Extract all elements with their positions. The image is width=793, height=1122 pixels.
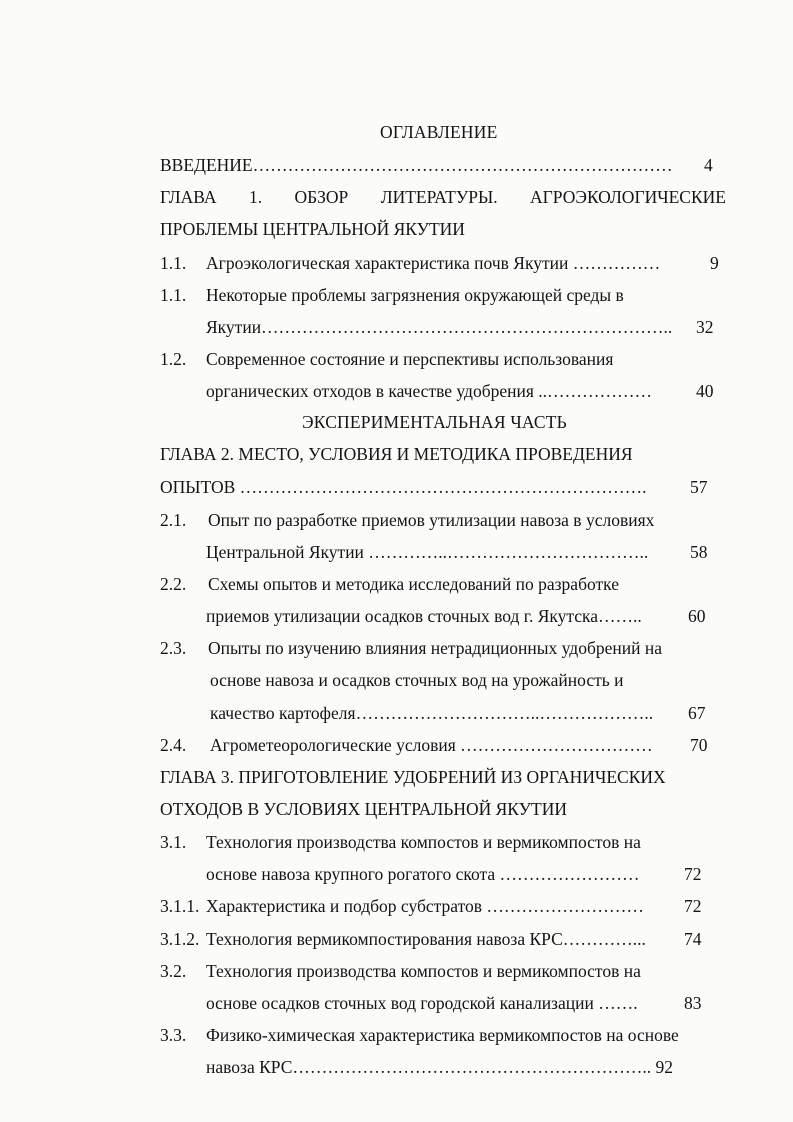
page-number: 83 (684, 993, 702, 1013)
chapter3-heading: ГЛАВА 3. ПРИГОТОВЛЕНИЕ УДОБРЕНИЙ ИЗ ОРГАНИЧЕСКИХ (160, 767, 666, 787)
chapter2-heading: ГЛАВА 2. МЕСТО, УСЛОВИЯ И МЕТОДИКА ПРОВЕДЕНИЯ (160, 444, 633, 464)
chapter1-heading-line2: ПРОБЛЕМЫ ЦЕНТРАЛЬНОЙ ЯКУТИИ (160, 219, 465, 239)
section-title: Опыт по разработке приемов утилизации навоза в условиях (208, 510, 655, 530)
section-title: Некоторые проблемы загрязнения окружающей среды в (206, 285, 624, 305)
word: ГЛАВА (160, 187, 217, 207)
toc-title: ОГЛАВЛЕНИЕ (380, 122, 498, 142)
section-number: 3.1.2. (160, 929, 200, 949)
section-title: Технология вермикомпостирования навоза КРС…………... (206, 929, 646, 949)
section-title: Схемы опытов и методика исследований по разработке (208, 574, 619, 594)
page-number: 67 (688, 703, 706, 723)
section-title: Характеристика и подбор субстратов ……………………… (206, 896, 644, 916)
word: АГРОЭКОЛОГИЧЕСКИЕ (530, 187, 726, 207)
section-title-line2: приемов утилизации осадков сточных вод г. Якутска…….. (206, 606, 642, 626)
entry-text: ВВЕДЕНИЕ……………………………………………………………… (160, 155, 673, 175)
section-number: 2.3. (160, 638, 187, 658)
section-title: Современное состояние и перспективы использования (206, 349, 614, 369)
section-title-line2: Якутии…………………………………………………………….. (206, 317, 673, 337)
section-number: 3.2. (160, 961, 187, 981)
page-number: 72 (684, 896, 702, 916)
section-number: 2.1. (160, 510, 187, 530)
section-number: 3.3. (160, 1025, 187, 1045)
section-title-line2: органических отходов в качестве удобрения ..……………… (206, 381, 653, 401)
chapter3-heading-line2: ОТХОДОВ В УСЛОВИЯХ ЦЕНТРАЛЬНОЙ ЯКУТИИ (160, 799, 567, 819)
page-number: 9 (710, 253, 719, 273)
chapter1-heading (160, 186, 726, 208)
section-number: 1.1. (160, 253, 187, 273)
section-title-line2: Центральной Якутии …………..…………………………….. (206, 542, 649, 562)
section-number: 2.2. (160, 574, 187, 594)
section-title: Технология производства компостов и вермикомпостов на (206, 961, 641, 981)
page-number: 70 (690, 735, 708, 755)
section-number: 1.1. (160, 285, 187, 305)
page-number: 4 (704, 155, 713, 175)
toc-entry-intro (160, 154, 673, 176)
chapter2-heading-line2: ОПЫТОВ ……………………………………………………………. (160, 477, 647, 497)
section-number: 1.2. (160, 349, 187, 369)
page-number: 60 (688, 606, 706, 626)
word: ЛИТЕРАТУРЫ. (380, 187, 498, 207)
page-number: 57 (690, 477, 708, 497)
page-number: 58 (690, 542, 708, 562)
section-number: 3.1.1. (160, 896, 200, 916)
page-number: 74 (684, 929, 702, 949)
page-number: 40 (696, 381, 714, 401)
section-title-line3: качество картофеля…………………………..……………….. (210, 703, 654, 723)
part-heading: ЭКСПЕРИМЕНТАЛЬНАЯ ЧАСТЬ (302, 412, 567, 432)
section-title: Технология производства компостов и вермикомпостов на (206, 832, 641, 852)
section-title-line2: навоза КРС…………………………………………………….. 92 (206, 1057, 673, 1077)
section-title: Агрометеорологические условия …………………………… (210, 735, 653, 755)
section-title-line2: основе навоза крупного рогатого скота …………………… (206, 864, 640, 884)
word: ОБЗОР (294, 187, 349, 207)
page-number: 72 (684, 864, 702, 884)
section-title: Опыты по изучению влияния нетрадиционных удобрений на (208, 638, 662, 658)
section-title-line2: основе осадков сточных вод городской канализации ……. (206, 993, 638, 1013)
section-number: 3.1. (160, 832, 187, 852)
word: 1. (248, 187, 263, 207)
section-title: Агроэкологическая характеристика почв Якутии …………… (206, 253, 661, 273)
section-title: Физико-химическая характеристика вермикомпостов на основе (206, 1025, 679, 1045)
section-title-line2: основе навоза и осадков сточных вод на урожайность и (210, 670, 624, 690)
page-number: 32 (696, 317, 714, 337)
section-number: 2.4. (160, 735, 187, 755)
